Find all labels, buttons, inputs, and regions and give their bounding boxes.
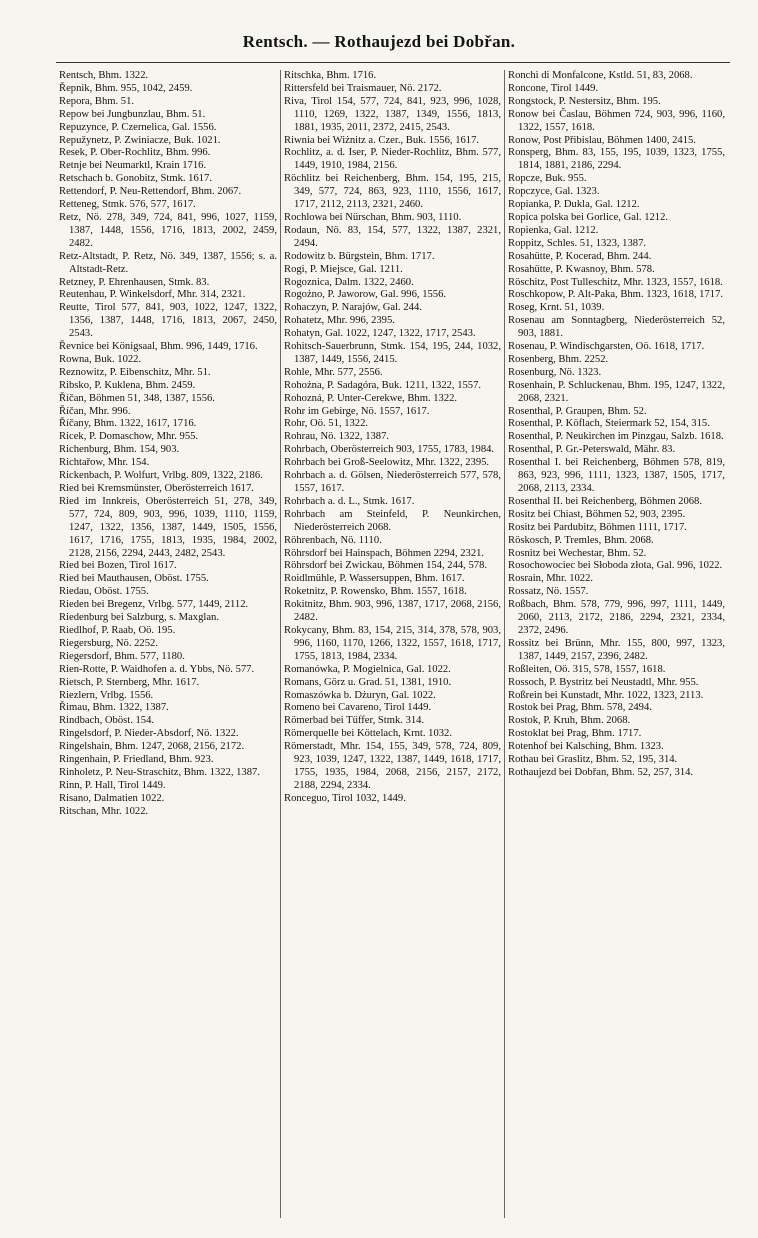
directory-entry: Retzney, P. Ehrenhausen, Stmk. 83. <box>59 276 210 288</box>
directory-entry: Rosenthal I. bei Reichenberg, Böhmen 578, 819, 863, 923, 996, 1111, 1323, 1387, 1505, 1717, 2068, 2113, 2334. <box>508 457 725 494</box>
directory-entry: Ringelshain, Bhm. 1247, 2068, 2156, 2172. <box>59 741 245 753</box>
directory-entry: Röschitz, Post Tulleschitz, Mhr. 1323, 1557, 1618. <box>508 276 723 288</box>
directory-entry: Řepnik, Bhm. 955, 1042, 2459. <box>59 82 193 94</box>
directory-entry: Roketnitz, P. Rowensko, Bhm. 1557, 1618. <box>284 586 467 598</box>
directory-entry: Rogoznica, Dalm. 1322, 2460. <box>284 276 414 288</box>
directory-entry: Ried bei Kremsmünster, Oberösterreich 1617. <box>59 483 254 494</box>
directory-entry: Rohatyn, Gal. 1022, 1247, 1322, 1717, 2543. <box>284 328 476 340</box>
column-2 <box>280 70 504 1218</box>
directory-entry: Rosahütte, P. Kocerad, Bhm. 244. <box>508 250 652 262</box>
directory-entry: Repužynetz, P. Zwiniacze, Buk. 1021. <box>59 134 221 146</box>
directory-entry: Roncone, Tirol 1449. <box>508 82 599 94</box>
directory-entry: Rohrbach am Steinfeld, P. Neunkirchen, Niederösterreich 2068. <box>284 508 501 533</box>
directory-entry: Richenburg, Bhm. 154, 903. <box>59 444 180 456</box>
directory-entry: Rosenau, P. Windischgarsten, Oö. 1618, 1717. <box>508 341 705 353</box>
directory-entry: Ricek, P. Domaschow, Mhr. 955. <box>59 431 199 443</box>
directory-entry: Rosrain, Mhr. 1022. <box>508 573 594 585</box>
directory-entry: Rotenhof bei Kalsching, Bhm. 1323. <box>508 741 664 753</box>
directory-entry: Roppitz, Schles. 51, 1323, 1387. <box>508 237 647 249</box>
directory-entry: Rosahütte, P. Kwasnoy, Bhm. 578. <box>508 263 655 275</box>
directory-entry: Romaszówka b. Dżuryn, Gal. 1022. <box>284 689 436 701</box>
directory-entry: Röchlitz bei Reichenberg, Bhm. 154, 195, 215, 349, 577, 724, 863, 923, 1110, 1556, 1617, 1717, 2112, 2113, 2321, 2460. <box>284 173 501 211</box>
directory-entry: Rossitz bei Brünn, Mhr. 155, 800, 997, 1323, 1387, 1449, 2157, 2396, 2482. <box>508 637 725 662</box>
directory-entry: Rinn, P. Hall, Tirol 1449. <box>59 779 166 791</box>
directory-entry: Ropica polska bei Gorlice, Gal. 1212. <box>508 211 669 223</box>
directory-entry: Rokitnitz, Bhm. 903, 996, 1387, 1717, 2068, 2156, 2482. <box>284 599 501 624</box>
directory-entry: Resek, P. Ober-Rochlitz, Bhm. 996. <box>59 147 211 159</box>
directory-entry: Romeno bei Cavareno, Tirol 1449. <box>284 702 432 714</box>
directory-entry: Richtařow, Mhr. 154. <box>59 457 150 469</box>
directory-entry: Rosochowociec bei Słoboda złota, Gal. 996, 1022. <box>508 560 723 572</box>
directory-entry: Ronchi di Monfalcone, Kstld. 51, 83, 2068. <box>508 70 693 81</box>
directory-entry: Rogi, P. Miejsce, Gal. 1211. <box>284 263 403 275</box>
directory-entry: Ropianka, P. Dukla, Gal. 1212. <box>508 199 640 211</box>
directory-entry: Rohaczyn, P. Narajów, Gal. 244. <box>284 302 422 314</box>
directory-entry: Riedlhof, P. Raab, Oö. 195. <box>59 624 176 636</box>
directory-entry: Rosenhain, P. Schluckenau, Bhm. 195, 1247, 1322, 2068, 2321. <box>508 379 725 404</box>
directory-entry: Rohr, Oö. 51, 1322. <box>284 418 369 430</box>
directory-entry: Rostoklat bei Prag, Bhm. 1717. <box>508 728 642 740</box>
directory-entry: Řimau, Bhm. 1322, 1387. <box>59 702 169 714</box>
directory-entry: Riedenburg bei Salzburg, s. Maxglan. <box>59 612 219 624</box>
directory-entry: Rieden bei Bregenz, Vrlbg. 577, 1449, 2112. <box>59 599 249 611</box>
directory-entry: Ropienka, Gal. 1212. <box>508 224 599 236</box>
directory-entry: Rohrbach a. d. Gölsen, Niederösterreich 577, 578, 1557, 1617. <box>284 470 501 494</box>
directory-entry: Ritschka, Bhm. 1716. <box>284 70 377 81</box>
directory-entry: Rickenbach, P. Wolfurt, Vrlbg. 809, 1322, 2186. <box>59 470 263 482</box>
directory-entry: Rosenthal, P. Köflach, Steiermark 52, 154, 315. <box>508 418 710 430</box>
directory-entry: Rosenthal, P. Graupen, Bhm. 52. <box>508 405 647 417</box>
directory-entry: Rosenthal, P. Gr.-Peterswald, Mähr. 83. <box>508 444 676 456</box>
directory-entry: Roidlmühle, P. Wassersuppen, Bhm. 1617. <box>284 573 465 585</box>
directory-entry: Romans, Görz u. Grad. 51, 1381, 1910. <box>284 676 452 688</box>
directory-entry: Repuzynce, P. Czernelica, Gal. 1556. <box>59 121 217 133</box>
directory-entry: Retschach b. Gonobitz, Stmk. 1617. <box>59 173 213 185</box>
directory-entry: Ringelsdorf, P. Nieder-Absdorf, Nö. 1322. <box>59 728 239 740</box>
directory-entry: Rohrbach, Oberösterreich 903, 1755, 1783, 1984. <box>284 444 495 456</box>
directory-entry: Riezlern, Vrlbg. 1556. <box>59 689 154 701</box>
directory-entry: Romanówka, P. Mogielnica, Gal. 1022. <box>284 663 451 675</box>
directory-entry: Rochlitz, a. d. Iser, P. Nieder-Rochlitz, Bhm. 577, 1449, 1910, 1984, 2156. <box>284 147 501 172</box>
directory-entry: Ronceguo, Tirol 1032, 1449. <box>284 792 406 804</box>
directory-entry: Rosnitz bei Wechestar, Bhm. 52. <box>508 547 647 559</box>
directory-entry: Römerquelle bei Köttelach, Krnt. 1032. <box>284 728 452 740</box>
directory-entry: Ried bei Bozen, Tirol 1617. <box>59 560 177 572</box>
directory-entry: Rohatetz, Mhr. 996, 2395. <box>284 315 395 327</box>
header-rule <box>56 62 730 63</box>
column-1 <box>56 70 280 1218</box>
directory-entry: Reutte, Tirol 577, 841, 903, 1022, 1247, 1322, 1356, 1387, 1448, 1716, 1813, 2067, 2450, 2543. <box>59 302 277 340</box>
directory-entry: Rittersfeld bei Traismauer, Nö. 2172. <box>284 82 442 94</box>
directory-entry: Rositz bei Chiast, Böhmen 52, 903, 2395. <box>508 508 686 520</box>
directory-entry: Ried im Innkreis, Oberösterreich 51, 278, 349, 577, 724, 809, 903, 996, 1039, 1110, 1159, 1247, 1322, 1356, 1387, 1449, 1505, 1556, 1617, 1716, 1755, 1813, 1935, 1984, 2002, 2128, 2156, 2294, 2443, 2482, 2543. <box>59 495 277 559</box>
directory-entry: Riva, Tirol 154, 577, 724, 841, 923, 996, 1028, 1110, 1269, 1322, 1387, 1349, 1556, 1813, 1881, 1935, 2011, 2372, 2415, 2543. <box>284 95 501 133</box>
directory-entry: Ropczyce, Gal. 1323. <box>508 186 600 198</box>
directory-entry: Römerstadt, Mhr. 154, 155, 349, 578, 724, 809, 923, 1039, 1247, 1322, 1387, 1449, 1618, 1717, 1755, 1935, 1984, 2068, 2156, 2157, 2172, 2188, 2294, 2334. <box>284 741 501 791</box>
directory-entry: Řevnice bei Königsaal, Bhm. 996, 1449, 1716. <box>59 341 258 353</box>
columns-container <box>56 70 732 1218</box>
directory-entry: Rossoch, P. Bystritz bei Neustadtl, Mhr. 955. <box>508 676 699 688</box>
directory-entry: Rosenthal II. bei Reichenberg, Böhmen 2068. <box>508 495 702 507</box>
directory-entry: Ritschan, Mhr. 1022. <box>59 805 149 817</box>
directory-entry: Rohrau, Nö. 1322, 1387. <box>284 431 390 443</box>
directory-entry: Röskosch, P. Tremles, Bhm. 2068. <box>508 534 654 546</box>
directory-entry: Roseg, Krnt. 51, 1039. <box>508 302 605 314</box>
directory-entry: Reznowitz, P. Eibenschitz, Mhr. 51. <box>59 366 211 378</box>
directory-entry: Rohozná, P. Unter-Cerekwe, Bhm. 1322. <box>284 392 458 404</box>
directory-entry: Röhrenbach, Nö. 1110. <box>284 534 382 546</box>
directory-entry: Rien-Rotte, P. Waidhofen a. d. Ybbs, Nö. 577. <box>59 663 255 675</box>
directory-entry: Ronow bei Časlau, Böhmen 724, 903, 996, 1160, 1322, 1557, 1618. <box>508 108 725 133</box>
directory-entry: Rosenthal, P. Neukirchen im Pinzgau, Salzb. 1618. <box>508 431 724 443</box>
directory-entry: Rentsch, Bhm. 1322. <box>59 70 149 81</box>
directory-entry: Rodowitz b. Bürgstein, Bhm. 1717. <box>284 250 435 262</box>
directory-entry: Rokycany, Bhm. 83, 154, 215, 314, 378, 578, 903, 996, 1160, 1170, 1266, 1322, 1557, 1618, 1717, 1755, 1813, 1984, 2334. <box>284 624 501 662</box>
directory-entry: Ronow, Post Přibislau, Böhmen 1400, 2415. <box>508 134 696 146</box>
directory-entry: Rogożno, P. Jaworow, Gal. 996, 1556. <box>284 289 447 301</box>
directory-entry: Rothau bei Graslitz, Bhm. 52, 195, 314. <box>508 754 678 766</box>
directory-entry: Röhrsdorf bei Hainspach, Böhmen 2294, 2321. <box>284 547 485 559</box>
directory-entry: Röhrsdorf bei Zwickau, Böhmen 154, 244, 578. <box>284 560 488 572</box>
directory-entry: Ringenhain, P. Friedland, Bhm. 923. <box>59 754 214 766</box>
directory-entry: Roschkopow, P. Alt-Paka, Bhm. 1323, 1618, 1717. <box>508 289 724 301</box>
directory-entry: Rochlowa bei Nürschan, Bhm. 903, 1110. <box>284 211 462 223</box>
directory-entry: Rohożna, P. Sadagóra, Buk. 1211, 1322, 1557. <box>284 379 482 391</box>
directory-entry: Rosenau am Sonntagberg, Niederösterreich 52, 903, 1881. <box>508 315 725 340</box>
directory-entry: Rosenberg, Bhm. 2252. <box>508 353 609 365</box>
directory-entry: Reutenhau, P. Winkelsdorf, Mhr. 314, 2321. <box>59 289 246 301</box>
directory-entry: Ribsko, P. Kuklena, Bhm. 2459. <box>59 379 196 391</box>
directory-entry: Retnje bei Neumarktl, Krain 1716. <box>59 160 207 172</box>
directory-entry: Rothaujezd bei Dobřan, Bhm. 52, 257, 314. <box>508 766 694 778</box>
page-header: Rentsch. — Rothaujezd bei Dobřan. <box>242 32 516 51</box>
directory-entry: Rositz bei Pardubitz, Böhmen 1111, 1717. <box>508 521 687 533</box>
directory-entry: Rohitsch-Sauerbrunn, Stmk. 154, 195, 244, 1032, 1387, 1449, 1556, 2415. <box>284 341 501 365</box>
directory-entry: Říčan, Mhr. 996. <box>59 405 131 417</box>
directory-entry: Rietsch, P. Sternberg, Mhr. 1617. <box>59 676 200 688</box>
directory-entry: Rindbach, Oböst. 154. <box>59 715 155 727</box>
directory-entry: Roßrein bei Kunstadt, Mhr. 1022, 1323, 2113. <box>508 689 704 701</box>
directory-entry: Rohr im Gebirge, Nö. 1557, 1617. <box>284 405 430 417</box>
directory-entry: Rossatz, Nö. 1557. <box>508 586 589 598</box>
directory-entry: Rostok bei Prag, Bhm. 578, 2494. <box>508 702 652 714</box>
directory-entry: Riedau, Oböst. 1755. <box>59 586 149 598</box>
directory-entry: Rostok, P. Kruh, Bhm. 2068. <box>508 715 631 727</box>
directory-entry: Repora, Bhm. 51. <box>59 95 135 107</box>
directory-entry: Risano, Dalmatien 1022. <box>59 792 165 804</box>
directory-entry: Rohrbach a. d. L., Stmk. 1617. <box>284 495 415 507</box>
directory-entry: Ropcze, Buk. 955. <box>508 173 587 185</box>
directory-entry: Rettendorf, P. Neu-Rettendorf, Bhm. 2067. <box>59 186 242 198</box>
directory-entry: Rohle, Mhr. 577, 2556. <box>284 366 383 378</box>
directory-entry: Riegersburg, Nö. 2252. <box>59 637 158 649</box>
directory-entry: Riwnia bei Wiżnitz a. Czer., Buk. 1556, 1617. <box>284 134 480 146</box>
directory-entry: Retz-Altstadt, P. Retz, Nö. 349, 1387, 1556; s. a. Altstadt-Retz. <box>59 250 277 275</box>
directory-entry: Ried bei Mauthausen, Oböst. 1755. <box>59 573 209 585</box>
column-3 <box>504 70 728 1218</box>
directory-entry: Roßleiten, Oö. 315, 578, 1557, 1618. <box>508 663 666 675</box>
directory-entry: Rongstock, P. Nestersitz, Bhm. 195. <box>508 95 661 107</box>
directory-entry: Retteneg, Stmk. 576, 577, 1617. <box>59 199 196 211</box>
directory-entry: Riegersdorf, Bhm. 577, 1180. <box>59 650 185 662</box>
directory-entry: Rohrbach bei Groß-Seelowitz, Mhr. 1322, 2395. <box>284 457 490 469</box>
directory-entry: Říčan, Böhmen 51, 348, 1387, 1556. <box>59 392 215 404</box>
directory-entry: Rowna, Buk. 1022. <box>59 353 142 365</box>
directory-entry: Říčany, Bhm. 1322, 1617, 1716. <box>59 418 197 430</box>
directory-entry: Repow bei Jungbunzlau, Bhm. 51. <box>59 108 206 120</box>
directory-entry: Rinholetz, P. Neu-Straschitz, Bhm. 1322, 1387. <box>59 766 260 778</box>
directory-entry: Rosenburg, Nö. 1323. <box>508 366 602 378</box>
directory-entry: Retz, Nö. 278, 349, 724, 841, 996, 1027, 1159, 1387, 1448, 1556, 1716, 1813, 2002, 2459, 2482. <box>59 211 277 249</box>
directory-entry: Roßbach, Bhm. 578, 779, 996, 997, 1111, 1449, 2060, 2113, 2172, 2186, 2294, 2321, 2334, 2372, 2496. <box>508 599 725 636</box>
directory-entry: Rodaun, Nö. 83, 154, 577, 1322, 1387, 2321, 2494. <box>284 224 501 249</box>
directory-entry: Ronsperg, Bhm. 83, 155, 195, 1039, 1323, 1755, 1814, 1881, 2186, 2294. <box>508 147 725 172</box>
directory-entry: Römerbad bei Tüffer, Stmk. 314. <box>284 715 425 727</box>
